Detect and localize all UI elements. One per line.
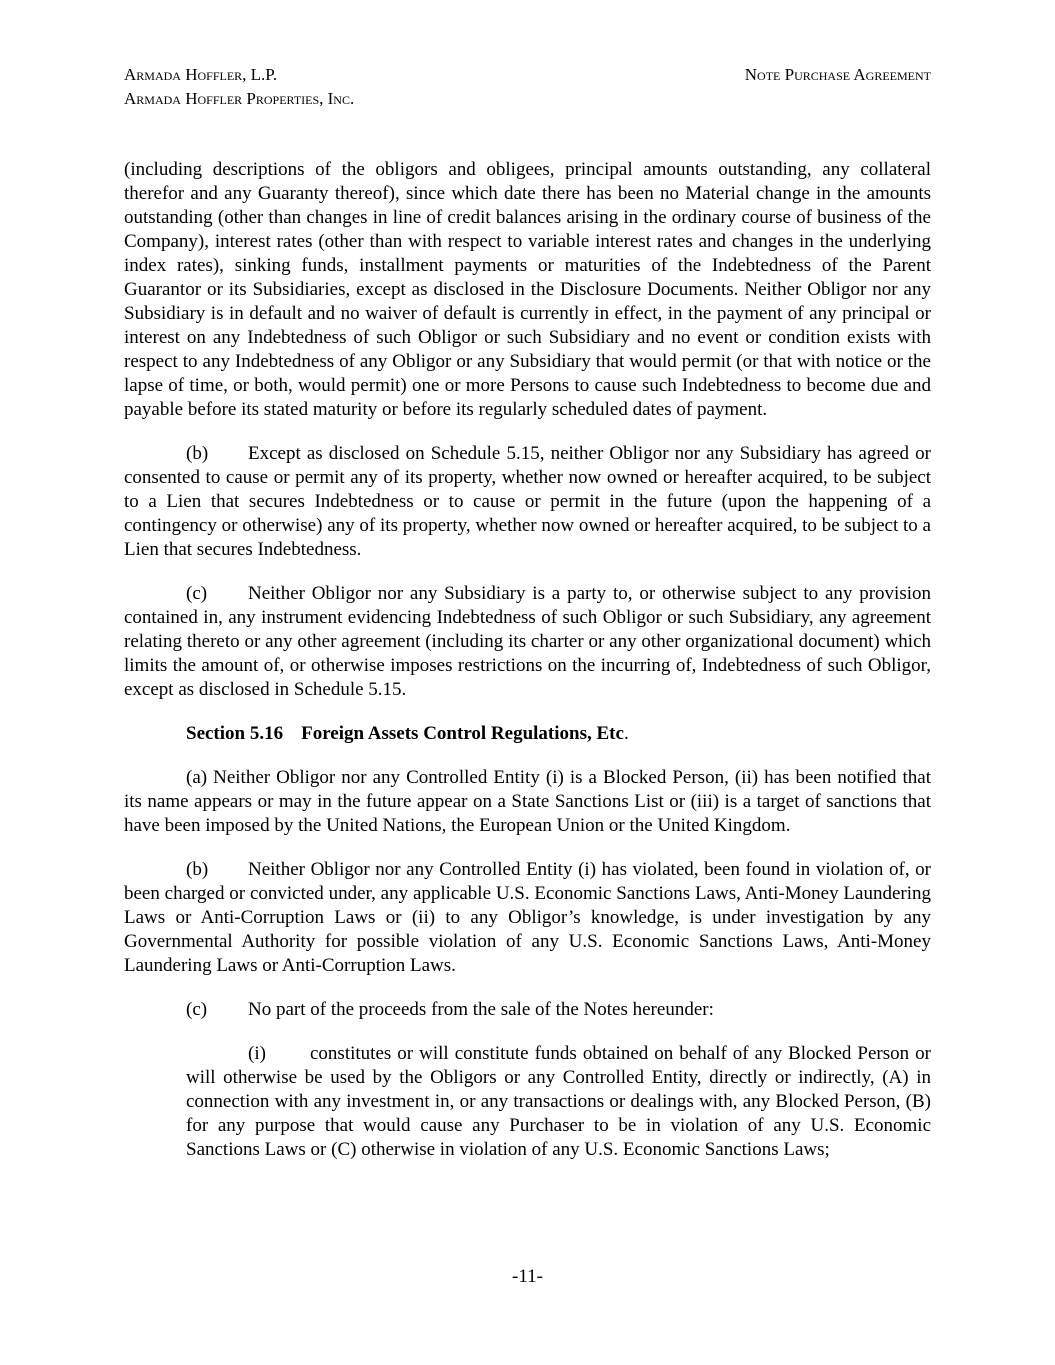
document-body (124, 158, 931, 1182)
section-paragraph-c (124, 998, 931, 1022)
section-title: Foreign Assets Control Regulations, Etc (301, 723, 624, 744)
paragraph-continued: (including descriptions of the obligors and obligees, principal amounts outstanding, any collateral therefor and any Guaranty thereof), since which date there has been no Material change in the amounts outstanding (other than changes in line of credit balances arising in the ordinary course of business of the Company), interest rates (other than with respect to variable interest rates and changes in the underlying index rates), sinking funds, installment payments or maturities of the Indebtedness of the Parent Guarantor or its Subsidiaries, except as disclosed in the Disclosure Documents. Neither Obligor nor any Subsidiary is in default and no waiver of default is currently in effect, in the payment of any principal or interest on any Indebtedness of such Obligor or such Subsidiary and no event or condition exists with respect to any Indebtedness of any Obligor or any Subsidiary that would permit (or that with notice or the lapse of time, or both, would permit) one or more Persons to cause such Indebtedness to become due and payable before its stated maturity or before its regularly scheduled dates of payment. (124, 159, 931, 420)
section-paragraph-c-i (186, 1042, 931, 1162)
header-left (124, 63, 354, 111)
paragraph-c (124, 582, 931, 702)
page-number: -11- (512, 1266, 543, 1287)
section-paragraph-c-label: (c) (186, 999, 208, 1020)
paragraph-c-text: Neither Obligor nor any Subsidiary is a party to, or otherwise subject to any provision contained in, any instrument evidencing Indebtedness of such Obligor or such Subsidiary, any agreement relating thereto or any other agreement (including its charter or any other organizational document) which limits the amount of, or otherwise imposes restrictions on the incurring of, Indebtedness of such Obligor, except as disclosed in Schedule 5.15. (124, 583, 931, 700)
paragraph-b-label: (b) (186, 443, 209, 464)
paragraph-c-label: (c) (186, 583, 208, 604)
header-party-inc: Armada Hoffler Properties, Inc. (124, 89, 355, 108)
section-paragraph-a: (a) Neither Obligor nor any Controlled Entity (i) is a Blocked Person, (ii) has been notified that its name appears or may in the future appear on a State Sanctions List or (iii) is a target of sanctions that have been imposed by the United Nations, the European Union or the United Kingdom. (124, 767, 931, 836)
header-document-title: Note Purchase Agreement (744, 65, 931, 84)
header-party-lp: Armada Hoffler, L.P. (124, 65, 278, 84)
section-paragraph-b-text: Neither Obligor nor any Controlled Entity (i) has violated, been found in violation of, or been charged or convicted under, any applicable U.S. Economic Sanctions Laws, Anti-Money Laundering Laws or Anti-Corruption Laws or (ii) to any Obligor’s knowledge, is under investigation by any Governmental Authority for possible violation of any U.S. Economic Sanctions Laws, Anti-Money Laundering Laws or Anti-Corruption Laws. (124, 859, 931, 976)
section-heading (186, 722, 931, 746)
paragraph-b (124, 442, 931, 562)
section-paragraph-b (124, 858, 931, 978)
section-title-period: . (623, 723, 629, 744)
section-paragraph-c-text: No part of the proceeds from the sale of the Notes hereunder: (248, 999, 714, 1020)
section-paragraph-c-i-text: constitutes or will constitute funds obtained on behalf of any Blocked Person or will otherwise be used by the Obligors or any Controlled Entity, directly or indirectly, (A) in connection with any investment in, or any transactions or dealings with, any Blocked Person, (B) for any purpose that would cause any Purchaser to be in violation of any U.S. Economic Sanctions Laws or (C) otherwise in violation of any U.S. Economic Sanctions Laws; (186, 1043, 931, 1160)
paragraph-b-text: Except as disclosed on Schedule 5.15, neither Obligor nor any Subsidiary has agreed or consented to cause or permit any of its property, whether now owned or hereafter acquired, to be subject to a Lien that secures Indebtedness or to cause or permit in the future (upon the happening of a contingency or otherwise) any of its property, whether now owned or hereafter acquired, to be subject to a Lien that secures Indebtedness. (124, 443, 931, 560)
section-number: Section 5.16 (186, 723, 284, 744)
section-paragraph-c-i-label: (i) (248, 1043, 266, 1064)
section-paragraph-b-label: (b) (186, 859, 209, 880)
